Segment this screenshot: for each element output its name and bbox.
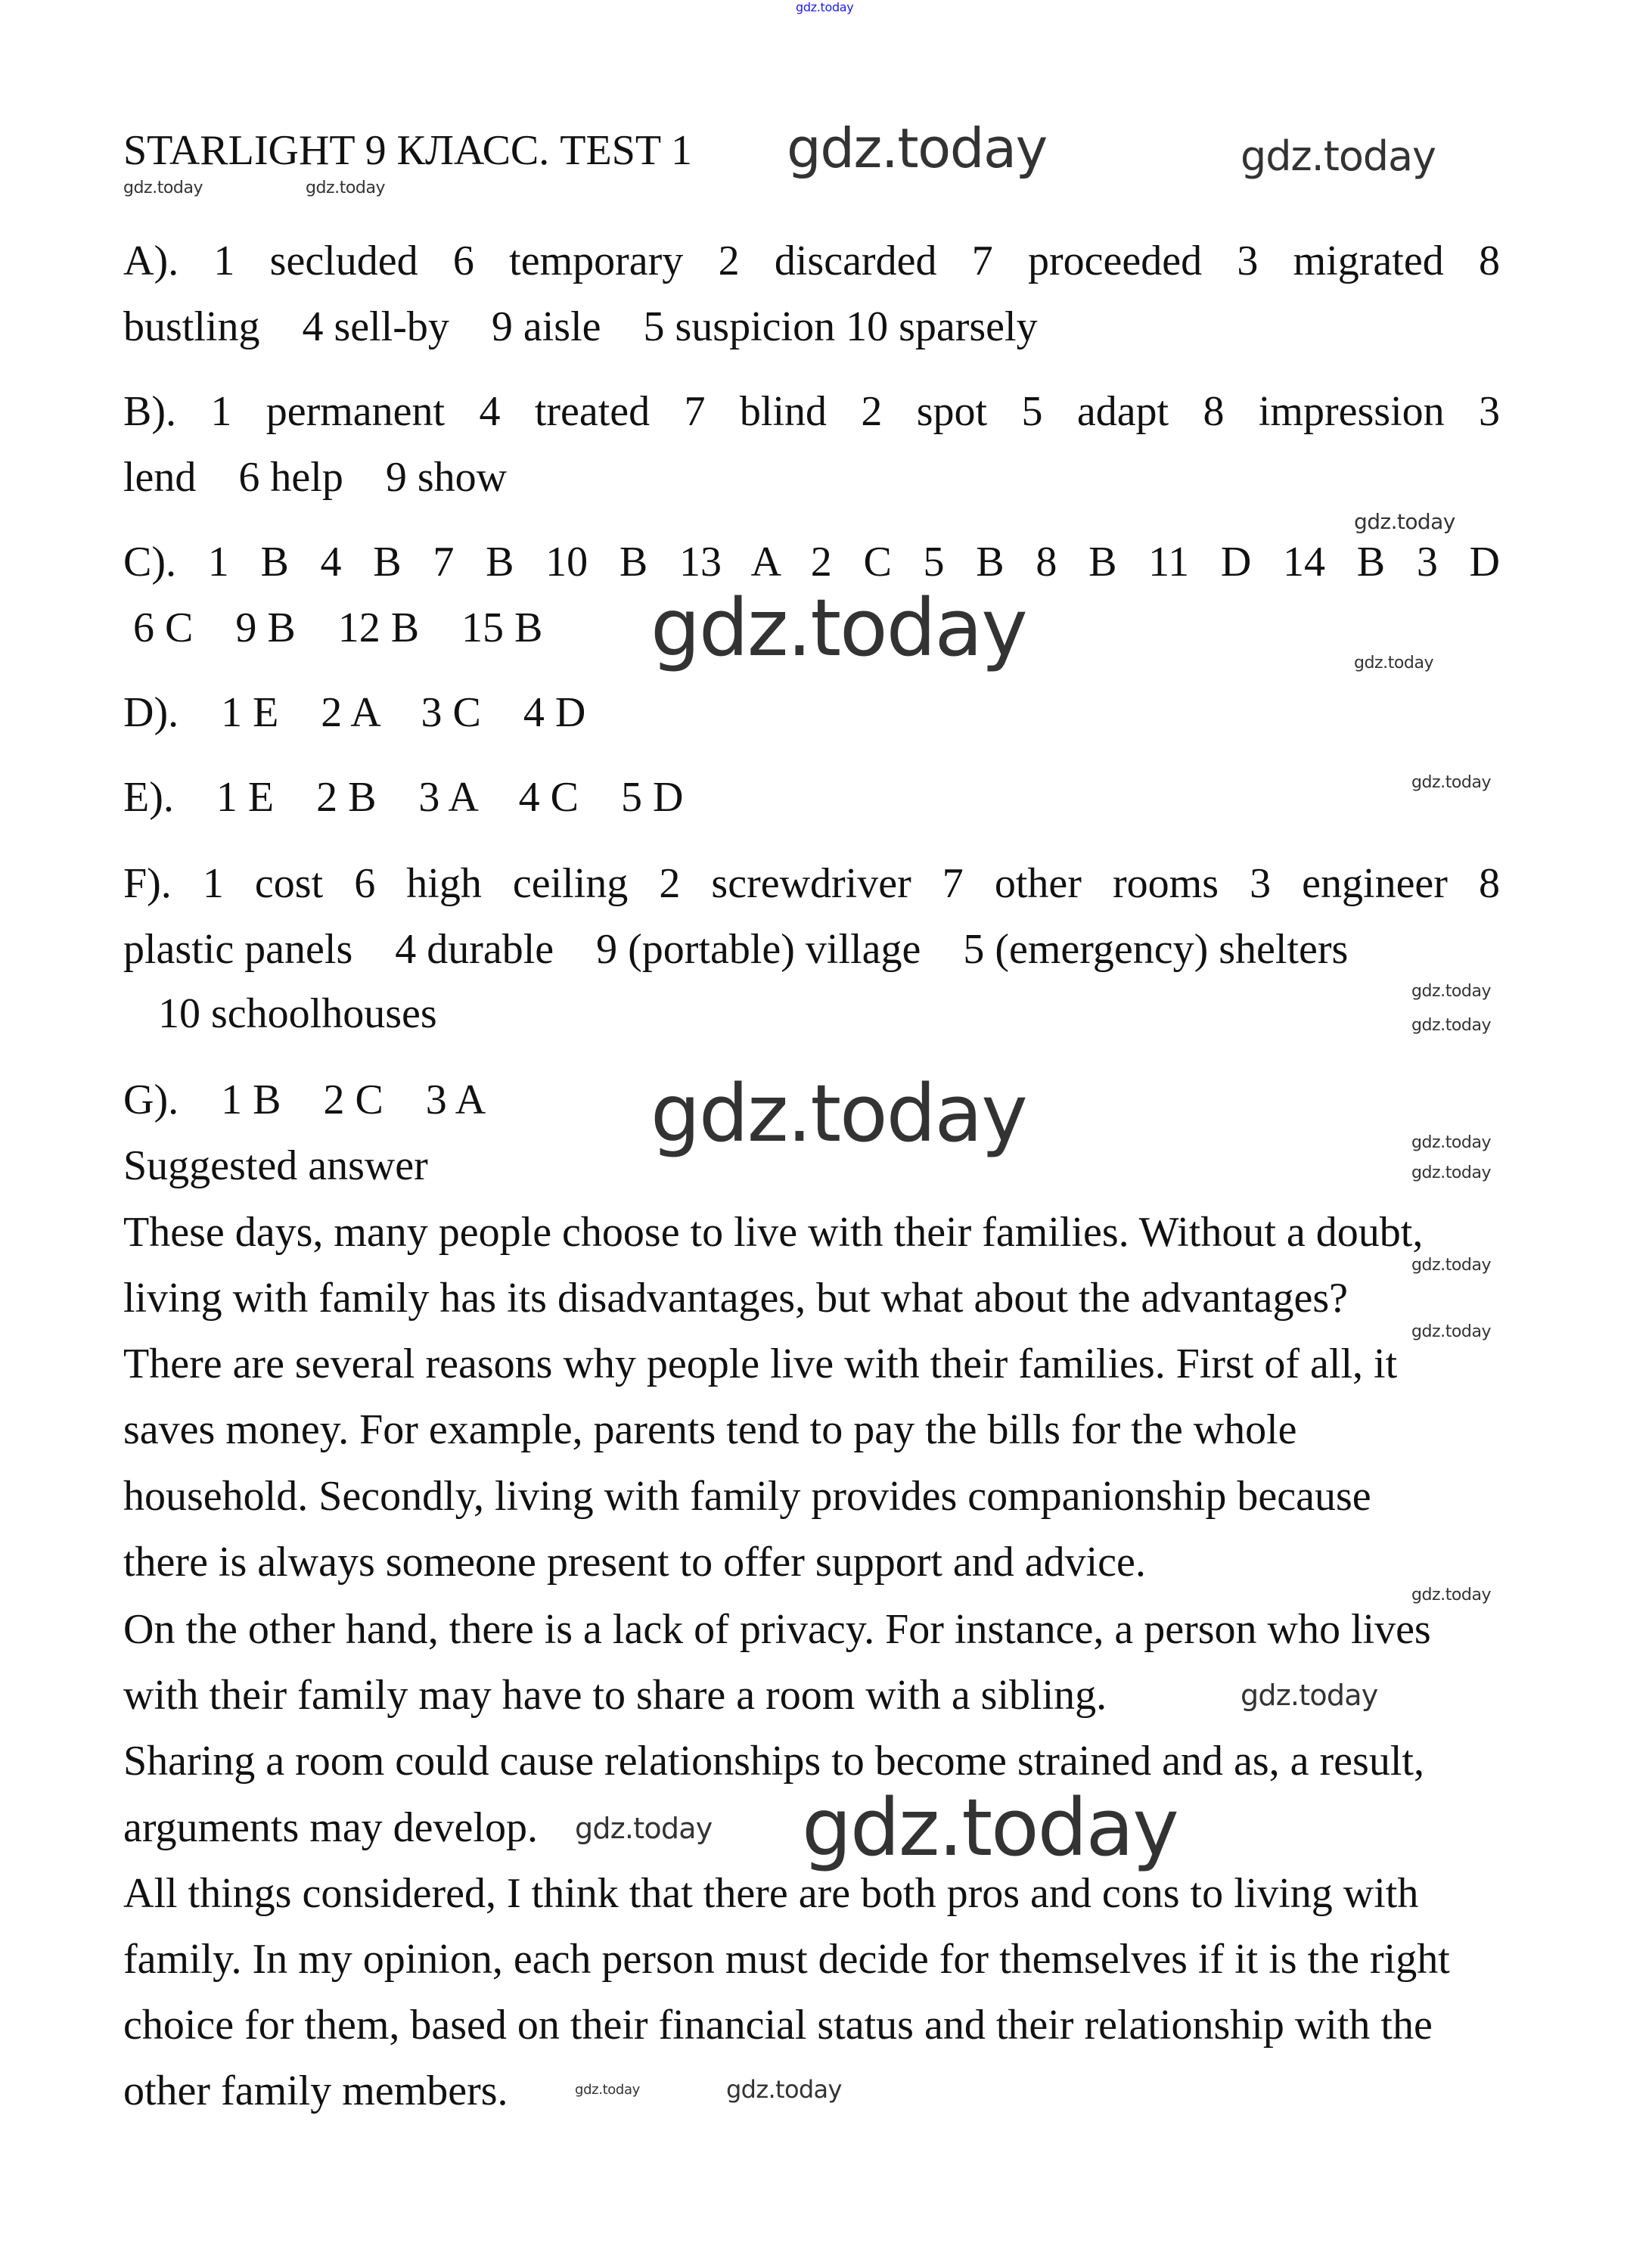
section-b-line-2: lend 6 help 9 show (123, 454, 508, 501)
essay-line: All things considered, I think that there are both pros and cons to living with (123, 1870, 1419, 1917)
essay-line: family. In my opinion, each person must decide for themselves if it is the right (123, 1936, 1450, 1983)
essay-line: arguments may develop. (123, 1804, 538, 1851)
watermark: gdz.today (1411, 1256, 1492, 1275)
watermark: gdz.today (802, 1782, 1178, 1874)
essay-line: There are several reasons why people live with their families. First of all, it (123, 1340, 1398, 1387)
watermark: gdz.today (1241, 1679, 1378, 1712)
section-f-line-3: 10 schoolhouses (158, 990, 437, 1037)
essay-line: there is always someone present to offer support and advice. (123, 1539, 1146, 1586)
essay-line: other family members. (123, 2067, 508, 2114)
watermark: gdz.today (1411, 1163, 1492, 1182)
essay-line: Sharing a room could cause relationships to become strained and as, a result, (123, 1738, 1424, 1785)
watermark: gdz.today (575, 2082, 640, 2098)
essay-line: saves money. For example, parents tend to pay the bills for the whole (123, 1406, 1297, 1453)
watermark: gdz.today (651, 1067, 1026, 1160)
essay-line: with their family may have to share a room with a sibling. (123, 1672, 1107, 1719)
watermark: gdz.today (1411, 1016, 1492, 1035)
section-c-line-2: 6 C 9 B 12 B 15 B (133, 604, 543, 651)
watermark: gdz.today (787, 116, 1047, 180)
watermark: gdz.today (1411, 1586, 1492, 1605)
watermark: gdz.today (1354, 654, 1434, 673)
watermark: gdz.today (651, 582, 1026, 674)
watermark: gdz.today (575, 1812, 713, 1845)
section-a-line-1: A). 1 secluded 6 temporary 2 discarded 7 proceeded 3 migrated 8 (123, 238, 1500, 284)
section-e-line: E). 1 E 2 B 3 A 4 C 5 D (123, 774, 684, 821)
watermark: gdz.today (1411, 773, 1492, 792)
watermark: gdz.today (1241, 132, 1436, 180)
section-f-line-1: F). 1 cost 6 high ceiling 2 screwdriver 7 other rooms 3 engineer 8 (123, 860, 1500, 907)
section-g-line: G). 1 B 2 C 3 A (123, 1076, 486, 1123)
section-a-line-2: bustling 4 sell-by 9 aisle 5 suspicion 10 sparsely (123, 303, 1038, 350)
watermark: gdz.today (1411, 1322, 1492, 1341)
essay-line: These days, many people choose to live with their families. Without a doubt, (123, 1209, 1424, 1256)
watermark: gdz.today (1354, 509, 1455, 534)
section-b-line-1: B). 1 permanent 4 treated 7 blind 2 spot 5 adapt 8 impression 3 (123, 388, 1500, 435)
suggested-answer-heading: Suggested answer (123, 1142, 428, 1189)
watermark: gdz.today (306, 179, 386, 197)
page-title: STARLIGHT 9 КЛАСС. TEST 1 (123, 127, 693, 174)
essay-line: On the other hand, there is a lack of privacy. For instance, a person who lives (123, 1606, 1431, 1653)
essay-line: choice for them, based on their financial status and their relationship with the (123, 2002, 1433, 2049)
section-d-line: D). 1 E 2 A 3 C 4 D (123, 689, 586, 736)
watermark: gdz.today (1411, 1133, 1492, 1152)
essay-line: household. Secondly, living with family provides companionship because (123, 1473, 1371, 1520)
watermark: gdz.today (726, 2075, 842, 2104)
section-c-line-1: C). 1 B 4 B 7 B 10 B 13 A 2 C 5 B 8 B 11 D 14 B 3 D (123, 539, 1500, 586)
watermark-link[interactable]: gdz.today (796, 0, 854, 14)
section-f-line-2: plastic panels 4 durable 9 (portable) village 5 (emergency) shelters (123, 926, 1349, 973)
watermark: gdz.today (123, 179, 203, 197)
essay-line: living with family has its disadvantages, but what about the advantages? (123, 1275, 1348, 1322)
watermark: gdz.today (1411, 982, 1492, 1001)
